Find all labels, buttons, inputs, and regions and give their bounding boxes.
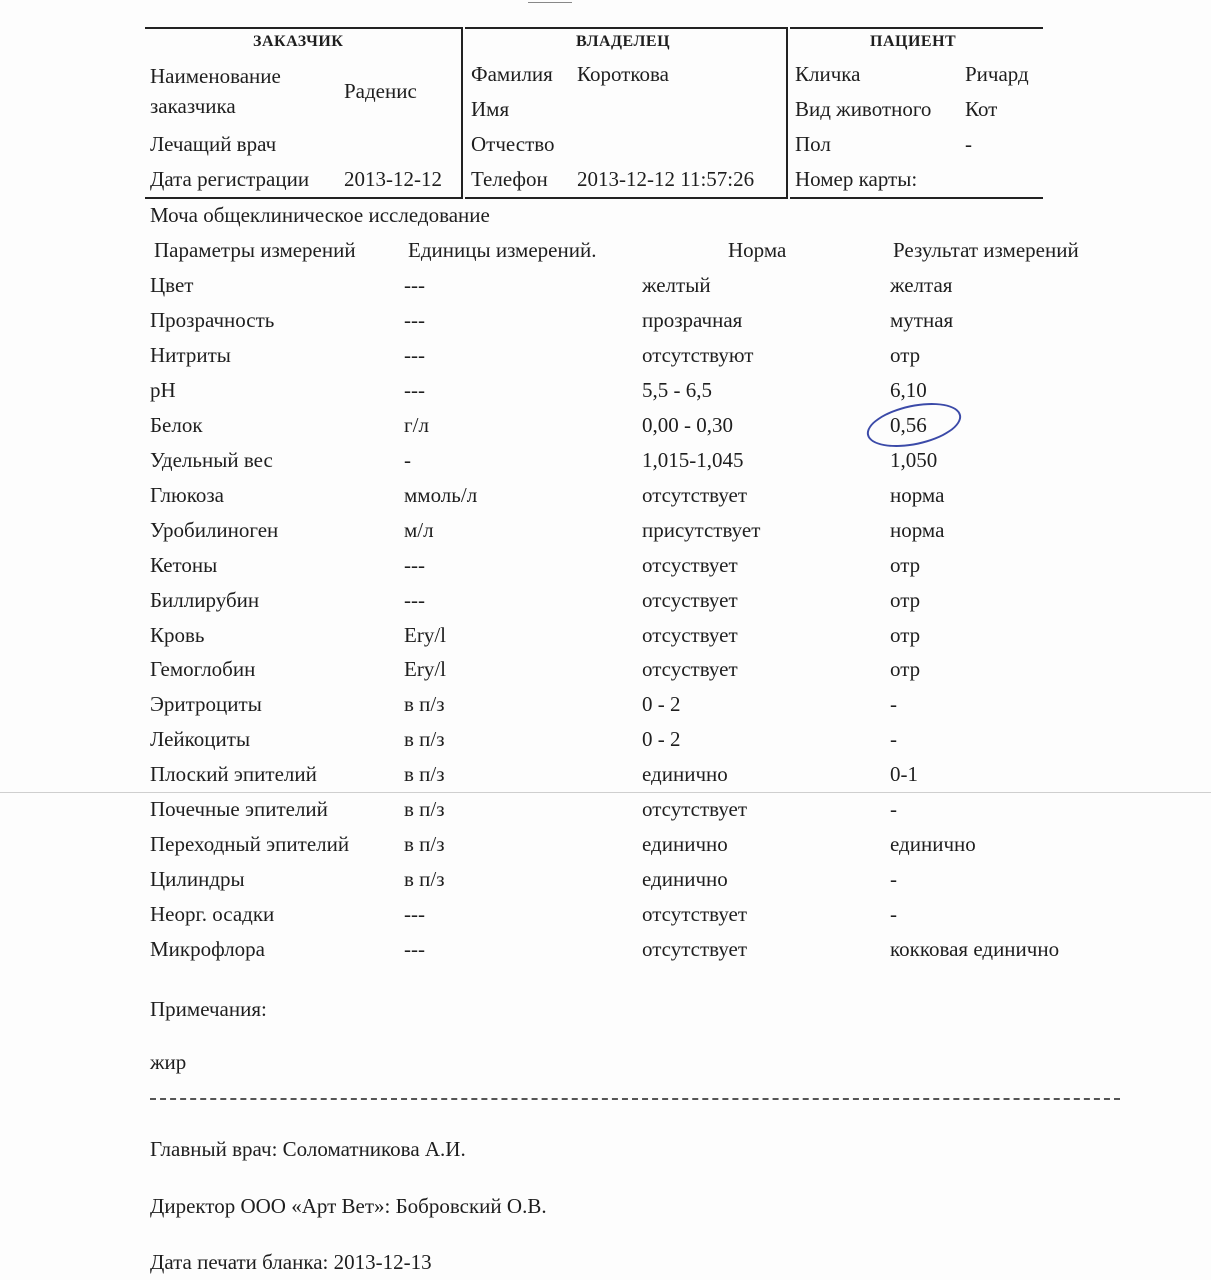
- row-norm: присутствует: [642, 518, 761, 542]
- row-result: -: [890, 727, 897, 751]
- customer-name-value: Раденис: [344, 79, 417, 103]
- row-result: норма: [890, 518, 945, 542]
- row-unit: в п/з: [404, 797, 445, 821]
- row-param: Эритроциты: [150, 692, 262, 716]
- notes-value: жир: [150, 1050, 187, 1074]
- row-param: Уробилиноген: [150, 518, 279, 542]
- row-norm: единично: [642, 762, 728, 786]
- owner-patronymic-label: Отчество: [471, 132, 555, 156]
- column-header-result: Результат измерений: [893, 238, 1079, 262]
- row-result: 1,050: [890, 448, 938, 472]
- row-result: -: [890, 797, 897, 821]
- row-result: отр: [890, 588, 921, 612]
- row-norm: желтый: [642, 273, 711, 297]
- owner-surname-label: Фамилия: [471, 62, 553, 86]
- row-param: Лейкоциты: [150, 727, 251, 751]
- row-unit: ---: [404, 343, 425, 367]
- row-param: Плоский эпителий: [150, 762, 317, 786]
- row-unit: ---: [404, 902, 425, 926]
- row-param: Микрофлора: [150, 937, 265, 961]
- study-title: Моча общеклиническое исследование: [150, 203, 490, 227]
- row-param: Кровь: [150, 623, 205, 647]
- row-param: Глюкоза: [150, 483, 224, 507]
- reg-date-label: Дата регистрации: [150, 167, 310, 191]
- row-norm: 0 - 2: [642, 727, 681, 751]
- row-result: кокковая единично: [890, 937, 1060, 961]
- row-unit: Ery/l: [404, 657, 446, 681]
- row-result: -: [890, 902, 897, 926]
- print-date: Дата печати бланка: 2013-12-13: [150, 1250, 432, 1274]
- column-header-parameter: Параметры измерений: [154, 238, 356, 262]
- row-unit: ---: [404, 308, 425, 332]
- owner-phone-label: Телефон: [471, 167, 548, 191]
- column-header-norm: Норма: [728, 238, 787, 262]
- patient-nickname-value: Ричард: [965, 62, 1029, 86]
- row-result: отр: [890, 623, 921, 647]
- row-param: pH: [150, 378, 176, 402]
- row-result: отр: [890, 553, 921, 577]
- row-unit: в п/з: [404, 867, 445, 891]
- row-param: Гемоглобин: [150, 657, 256, 681]
- customer-name-label-2: заказчика: [150, 94, 236, 118]
- row-unit: ммоль/л: [404, 483, 478, 507]
- row-norm: 0 - 2: [642, 692, 681, 716]
- owner-title: ВЛАДЕЛЕЦ: [576, 33, 671, 50]
- row-norm: отсуствует: [642, 657, 738, 681]
- paper-fold-line: [0, 792, 1211, 793]
- row-norm: единично: [642, 832, 728, 856]
- row-result: 0,56: [890, 413, 927, 437]
- row-param: Цвет: [150, 273, 194, 297]
- row-result: 0-1: [890, 762, 918, 786]
- column-header-units: Единицы измерений.: [408, 238, 597, 262]
- row-norm: 0,00 - 0,30: [642, 413, 733, 437]
- row-param: Кетоны: [150, 553, 218, 577]
- row-param: Почечные эпителий: [150, 797, 328, 821]
- row-norm: единично: [642, 867, 728, 891]
- row-unit: в п/з: [404, 692, 445, 716]
- row-result: отр: [890, 657, 921, 681]
- patient-sex-value: -: [965, 132, 972, 156]
- patient-nickname-label: Кличка: [795, 62, 861, 86]
- patient-species-label: Вид животного: [795, 97, 932, 121]
- row-norm: прозрачная: [642, 308, 743, 332]
- row-param: Белок: [150, 413, 203, 437]
- row-unit: ---: [404, 588, 425, 612]
- row-unit: г/л: [404, 413, 429, 437]
- row-unit: в п/з: [404, 832, 445, 856]
- row-param: Биллирубин: [150, 588, 260, 612]
- row-param: Переходный эпителий: [150, 832, 350, 856]
- row-result: норма: [890, 483, 945, 507]
- row-norm: 1,015-1,045: [642, 448, 744, 472]
- owner-phone-value: 2013-12-12 11:57:26: [577, 167, 755, 191]
- patient-card-label: Номер карты:: [795, 167, 918, 191]
- row-unit: Ery/l: [404, 623, 446, 647]
- row-param: Нитриты: [150, 343, 231, 367]
- row-norm: отсутствует: [642, 483, 748, 507]
- row-unit: в п/з: [404, 762, 445, 786]
- owner-surname-value: Короткова: [577, 62, 669, 86]
- row-unit: м/л: [404, 518, 434, 542]
- notes-label: Примечания:: [150, 997, 267, 1021]
- row-param: Неорг. осадки: [150, 902, 275, 926]
- row-norm: отсутствуют: [642, 343, 754, 367]
- handwritten-circle-mark: [863, 395, 965, 454]
- doctor-label: Лечащий врач: [150, 132, 277, 156]
- customer-name-label: Наименование: [150, 64, 281, 88]
- owner-name-label: Имя: [471, 97, 510, 121]
- row-unit: ---: [404, 553, 425, 577]
- row-norm: отсуствует: [642, 623, 738, 647]
- director: Директор ООО «Арт Вет»: Бобровский О.В.: [150, 1194, 547, 1218]
- row-param: Удельный вес: [150, 448, 273, 472]
- row-result: отр: [890, 343, 921, 367]
- row-norm: отсуствует: [642, 588, 738, 612]
- row-result: -: [890, 867, 897, 891]
- row-norm: отсутствует: [642, 937, 748, 961]
- row-result: мутная: [890, 308, 954, 332]
- row-result: 6,10: [890, 378, 927, 402]
- row-norm: 5,5 - 6,5: [642, 378, 712, 402]
- row-norm: отсуствует: [642, 553, 738, 577]
- row-unit: ---: [404, 273, 425, 297]
- customer-title: ЗАКАЗЧИК: [253, 33, 344, 50]
- row-norm: отсутствует: [642, 797, 748, 821]
- reg-date-value: 2013-12-12: [344, 167, 442, 191]
- patient-title: ПАЦИЕНТ: [870, 33, 957, 50]
- row-unit: в п/з: [404, 727, 445, 751]
- row-unit: ---: [404, 937, 425, 961]
- row-param: Цилиндры: [150, 867, 245, 891]
- row-param: Прозрачность: [150, 308, 275, 332]
- row-result: желтая: [890, 273, 953, 297]
- separator-line: [150, 1098, 1120, 1100]
- row-result: -: [890, 692, 897, 716]
- row-norm: отсутствует: [642, 902, 748, 926]
- patient-species-value: Кот: [965, 97, 998, 121]
- row-unit: ---: [404, 378, 425, 402]
- paper-scan-mark: [528, 2, 572, 3]
- patient-sex-label: Пол: [795, 132, 831, 156]
- row-result: единично: [890, 832, 976, 856]
- chief-doctor: Главный врач: Соломатникова А.И.: [150, 1137, 466, 1161]
- row-unit: -: [404, 448, 411, 472]
